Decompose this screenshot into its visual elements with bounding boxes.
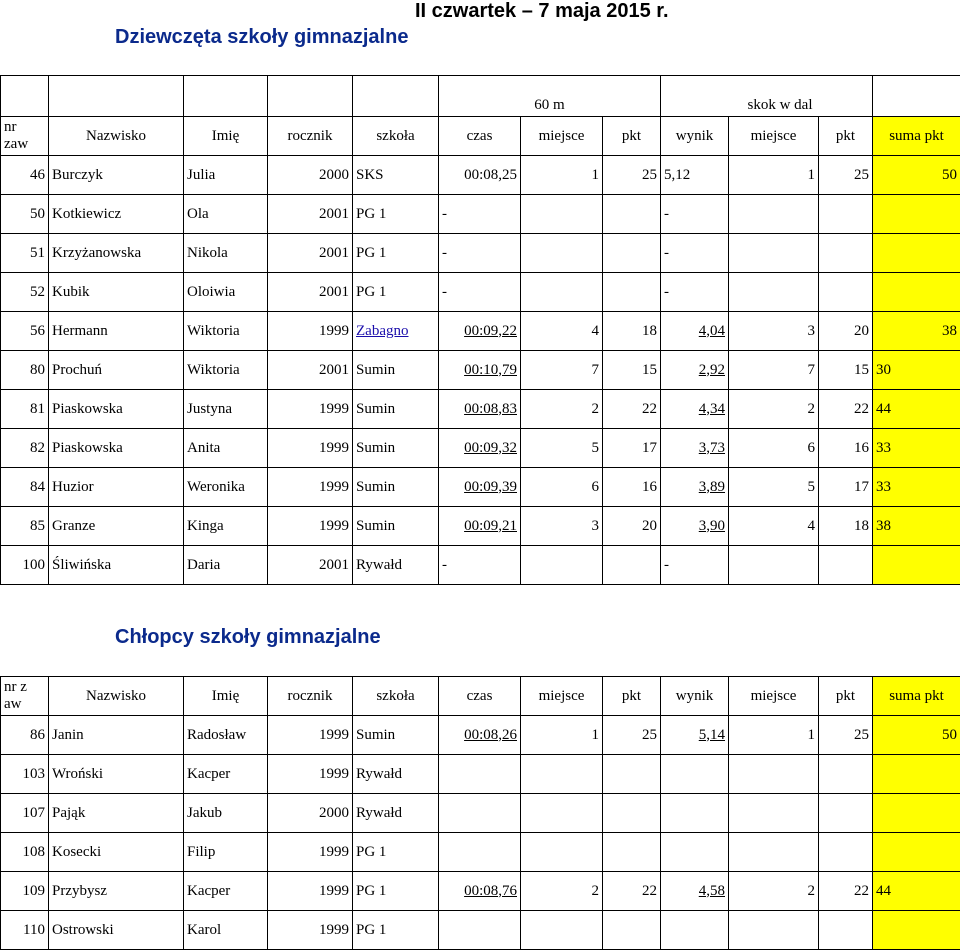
cell-nr: 52 xyxy=(1,273,49,312)
cell-miejsce-60m: 2 xyxy=(521,872,603,911)
cell-rocznik: 2001 xyxy=(268,351,353,390)
blank-cell xyxy=(184,76,268,117)
header-pkt-60m: pkt xyxy=(603,117,661,156)
cell-czas: 00:08,83 xyxy=(439,390,521,429)
header-rocznik: rocznik xyxy=(268,117,353,156)
cell-czas: 00:10,79 xyxy=(439,351,521,390)
cell-szkola: PG 1 xyxy=(353,833,439,872)
event-header-row xyxy=(1,76,960,117)
cell-miejsce-60m xyxy=(521,546,603,585)
cell-suma-pkt xyxy=(873,546,960,585)
cell-imie: Weronika xyxy=(184,468,268,507)
cell-miejsce-skok: 3 xyxy=(729,312,819,351)
header-wynik: wynik xyxy=(661,677,729,716)
cell-pkt-skok xyxy=(819,755,873,794)
cell-nazwisko: Kubik xyxy=(49,273,184,312)
cell-pkt-skok xyxy=(819,546,873,585)
cell-szkola: PG 1 xyxy=(353,911,439,950)
cell-wynik: 4,58 xyxy=(661,872,729,911)
cell-suma-pkt: 33 xyxy=(873,468,960,507)
cell-szkola: Sumin xyxy=(353,468,439,507)
cell-miejsce-skok xyxy=(729,234,819,273)
cell-pkt-60m: 18 xyxy=(603,312,661,351)
table-row xyxy=(1,507,960,546)
cell-pkt-skok: 15 xyxy=(819,351,873,390)
header-suma-pkt: suma pkt xyxy=(873,117,960,156)
cell-rocznik: 1999 xyxy=(268,716,353,755)
cell-imie: Daria xyxy=(184,546,268,585)
cell-czas: 00:09,22 xyxy=(439,312,521,351)
cell-rocznik: 2001 xyxy=(268,234,353,273)
cell-wynik: 5,12 xyxy=(661,156,729,195)
cell-miejsce-60m xyxy=(521,273,603,312)
header-czas: czas xyxy=(439,677,521,716)
cell-szkola: Zabagno xyxy=(353,312,439,351)
cell-nazwisko: Piaskowska xyxy=(49,390,184,429)
header-nr: nr zaw xyxy=(1,117,49,156)
cell-miejsce-60m: 5 xyxy=(521,429,603,468)
cell-rocznik: 1999 xyxy=(268,468,353,507)
cell-miejsce-skok: 5 xyxy=(729,468,819,507)
cell-szkola: Rywałd xyxy=(353,794,439,833)
cell-pkt-60m xyxy=(603,794,661,833)
cell-nazwisko: Ostrowski xyxy=(49,911,184,950)
cell-miejsce-skok xyxy=(729,273,819,312)
cell-nazwisko: Wroński xyxy=(49,755,184,794)
cell-pkt-60m: 17 xyxy=(603,429,661,468)
cell-szkola: Rywałd xyxy=(353,755,439,794)
table-row xyxy=(1,390,960,429)
cell-wynik: 5,14 xyxy=(661,716,729,755)
cell-czas: 00:09,39 xyxy=(439,468,521,507)
cell-suma-pkt: 38 xyxy=(873,312,960,351)
cell-rocznik: 2000 xyxy=(268,156,353,195)
cell-czas xyxy=(439,833,521,872)
header-czas: czas xyxy=(439,117,521,156)
cell-suma-pkt xyxy=(873,273,960,312)
cell-suma-pkt: 30 xyxy=(873,351,960,390)
table-row xyxy=(1,872,960,911)
cell-wynik: 3,90 xyxy=(661,507,729,546)
header-miejsce-skok: miejsce xyxy=(729,677,819,716)
cell-pkt-60m xyxy=(603,755,661,794)
cell-miejsce-60m xyxy=(521,833,603,872)
event-60m-header: 60 m xyxy=(439,76,661,117)
cell-pkt-60m: 15 xyxy=(603,351,661,390)
cell-imie: Nikola xyxy=(184,234,268,273)
cell-pkt-skok: 25 xyxy=(819,156,873,195)
cell-pkt-60m xyxy=(603,195,661,234)
cell-miejsce-skok xyxy=(729,794,819,833)
cell-suma-pkt: 50 xyxy=(873,156,960,195)
cell-wynik xyxy=(661,911,729,950)
cell-suma-pkt: 44 xyxy=(873,390,960,429)
cell-czas: 00:08,76 xyxy=(439,872,521,911)
cell-imie: Kinga xyxy=(184,507,268,546)
cell-nr: 81 xyxy=(1,390,49,429)
table-row xyxy=(1,429,960,468)
cell-miejsce-skok: 2 xyxy=(729,390,819,429)
cell-nazwisko: Janin xyxy=(49,716,184,755)
cell-nr: 51 xyxy=(1,234,49,273)
cell-pkt-60m xyxy=(603,911,661,950)
cell-nazwisko: Granze xyxy=(49,507,184,546)
header-nazwisko: Nazwisko xyxy=(49,677,184,716)
cell-pkt-skok: 25 xyxy=(819,716,873,755)
cell-imie: Filip xyxy=(184,833,268,872)
cell-nr: 85 xyxy=(1,507,49,546)
header-miejsce-60m: miejsce xyxy=(521,117,603,156)
cell-szkola: Sumin xyxy=(353,716,439,755)
header-miejsce-skok: miejsce xyxy=(729,117,819,156)
cell-szkola: PG 1 xyxy=(353,273,439,312)
cell-czas: 00:09,21 xyxy=(439,507,521,546)
cell-rocznik: 1999 xyxy=(268,312,353,351)
cell-miejsce-skok xyxy=(729,833,819,872)
cell-miejsce-60m xyxy=(521,234,603,273)
cell-nr: 80 xyxy=(1,351,49,390)
cell-pkt-skok: 22 xyxy=(819,872,873,911)
cell-wynik: - xyxy=(661,234,729,273)
cell-wynik xyxy=(661,794,729,833)
cell-suma-pkt xyxy=(873,833,960,872)
cell-pkt-skok xyxy=(819,273,873,312)
boys-results-table xyxy=(0,676,960,950)
column-header-row xyxy=(1,677,960,716)
cell-miejsce-60m: 1 xyxy=(521,716,603,755)
cell-wynik xyxy=(661,833,729,872)
header-imie: Imię xyxy=(184,117,268,156)
cell-szkola: SKS xyxy=(353,156,439,195)
blank-cell xyxy=(1,76,49,117)
cell-miejsce-60m: 1 xyxy=(521,156,603,195)
header-nr: nr z aw xyxy=(1,677,49,716)
cell-pkt-60m: 22 xyxy=(603,872,661,911)
cell-suma-pkt xyxy=(873,234,960,273)
cell-suma-pkt: 50 xyxy=(873,716,960,755)
cell-suma-pkt: 33 xyxy=(873,429,960,468)
table-row xyxy=(1,468,960,507)
cell-rocznik: 2001 xyxy=(268,195,353,234)
cell-pkt-skok xyxy=(819,794,873,833)
cell-szkola: PG 1 xyxy=(353,234,439,273)
cell-nr: 103 xyxy=(1,755,49,794)
girls-results-table xyxy=(0,75,960,585)
header-wynik: wynik xyxy=(661,117,729,156)
cell-miejsce-60m xyxy=(521,911,603,950)
cell-suma-pkt: 44 xyxy=(873,872,960,911)
cell-pkt-skok: 17 xyxy=(819,468,873,507)
cell-czas: 00:08,25 xyxy=(439,156,521,195)
cell-nazwisko: Piaskowska xyxy=(49,429,184,468)
cell-pkt-skok xyxy=(819,195,873,234)
cell-pkt-60m xyxy=(603,234,661,273)
cell-miejsce-60m xyxy=(521,794,603,833)
cell-imie: Karol xyxy=(184,911,268,950)
cell-czas: - xyxy=(439,273,521,312)
cell-czas xyxy=(439,911,521,950)
cell-imie: Justyna xyxy=(184,390,268,429)
cell-pkt-skok: 20 xyxy=(819,312,873,351)
cell-miejsce-60m xyxy=(521,195,603,234)
cell-rocznik: 2001 xyxy=(268,546,353,585)
header-nazwisko: Nazwisko xyxy=(49,117,184,156)
cell-pkt-60m: 25 xyxy=(603,716,661,755)
cell-czas: - xyxy=(439,195,521,234)
header-szkola: szkoła xyxy=(353,117,439,156)
header-suma-pkt: suma pkt xyxy=(873,677,960,716)
cell-nr: 46 xyxy=(1,156,49,195)
cell-miejsce-skok: 4 xyxy=(729,507,819,546)
cell-nr: 108 xyxy=(1,833,49,872)
cell-pkt-skok: 16 xyxy=(819,429,873,468)
cell-nazwisko: Krzyżanowska xyxy=(49,234,184,273)
cell-nr: 84 xyxy=(1,468,49,507)
cell-miejsce-skok xyxy=(729,911,819,950)
cell-nazwisko: Śliwińska xyxy=(49,546,184,585)
cell-imie: Wiktoria xyxy=(184,351,268,390)
cell-wynik: 4,34 xyxy=(661,390,729,429)
cell-nazwisko: Burczyk xyxy=(49,156,184,195)
cell-pkt-skok xyxy=(819,234,873,273)
cell-pkt-skok xyxy=(819,833,873,872)
cell-wynik: - xyxy=(661,273,729,312)
column-header-row xyxy=(1,117,960,156)
cell-miejsce-skok: 1 xyxy=(729,716,819,755)
cell-szkola: Sumin xyxy=(353,390,439,429)
cell-suma-pkt xyxy=(873,755,960,794)
header-szkola: szkoła xyxy=(353,677,439,716)
cell-suma-pkt: 38 xyxy=(873,507,960,546)
blank-cell xyxy=(873,76,960,117)
cell-rocznik: 2001 xyxy=(268,273,353,312)
table-row xyxy=(1,546,960,585)
table-row xyxy=(1,833,960,872)
cell-nazwisko: Kotkiewicz xyxy=(49,195,184,234)
cell-wynik: 3,89 xyxy=(661,468,729,507)
cell-miejsce-60m: 2 xyxy=(521,390,603,429)
cell-wynik: 3,73 xyxy=(661,429,729,468)
table-row xyxy=(1,755,960,794)
table-row xyxy=(1,911,960,950)
boys-section-title: Chłopcy szkoły gimnazjalne xyxy=(115,626,381,649)
cell-nr: 82 xyxy=(1,429,49,468)
table-row xyxy=(1,716,960,755)
cell-miejsce-60m: 3 xyxy=(521,507,603,546)
table-row xyxy=(1,273,960,312)
header-pkt-skok: pkt xyxy=(819,117,873,156)
cell-pkt-60m: 16 xyxy=(603,468,661,507)
header-pkt-60m: pkt xyxy=(603,677,661,716)
cell-miejsce-60m xyxy=(521,755,603,794)
cell-imie: Oloiwia xyxy=(184,273,268,312)
cell-rocznik: 1999 xyxy=(268,429,353,468)
cell-nazwisko: Kosecki xyxy=(49,833,184,872)
cell-szkola: Rywałd xyxy=(353,546,439,585)
cell-pkt-60m: 22 xyxy=(603,390,661,429)
cell-szkola: PG 1 xyxy=(353,195,439,234)
cell-miejsce-60m: 4 xyxy=(521,312,603,351)
cell-rocznik: 1999 xyxy=(268,755,353,794)
cell-pkt-60m xyxy=(603,273,661,312)
cell-pkt-skok: 18 xyxy=(819,507,873,546)
cell-szkola: Sumin xyxy=(353,507,439,546)
cell-miejsce-skok: 7 xyxy=(729,351,819,390)
cell-suma-pkt xyxy=(873,911,960,950)
cell-nazwisko: Huzior xyxy=(49,468,184,507)
table-row xyxy=(1,195,960,234)
cell-miejsce-skok: 6 xyxy=(729,429,819,468)
cell-imie: Kacper xyxy=(184,755,268,794)
cell-rocznik: 1999 xyxy=(268,911,353,950)
table-row xyxy=(1,351,960,390)
cell-czas xyxy=(439,794,521,833)
cell-pkt-60m xyxy=(603,833,661,872)
cell-wynik xyxy=(661,755,729,794)
cell-miejsce-skok xyxy=(729,195,819,234)
cell-miejsce-60m: 6 xyxy=(521,468,603,507)
blank-cell xyxy=(49,76,184,117)
cell-czas: 00:08,26 xyxy=(439,716,521,755)
cell-rocznik: 1999 xyxy=(268,390,353,429)
cell-suma-pkt xyxy=(873,195,960,234)
header-rocznik: rocznik xyxy=(268,677,353,716)
cell-pkt-60m: 25 xyxy=(603,156,661,195)
cell-wynik: - xyxy=(661,195,729,234)
cell-rocznik: 1999 xyxy=(268,507,353,546)
cell-pkt-skok: 22 xyxy=(819,390,873,429)
cell-suma-pkt xyxy=(873,794,960,833)
blank-cell xyxy=(353,76,439,117)
cell-miejsce-skok xyxy=(729,755,819,794)
cell-wynik: 4,04 xyxy=(661,312,729,351)
cell-rocznik: 2000 xyxy=(268,794,353,833)
girls-section-title: Dziewczęta szkoły gimnazjalne xyxy=(115,26,408,49)
cell-czas: - xyxy=(439,234,521,273)
cell-nazwisko: Przybysz xyxy=(49,872,184,911)
cell-miejsce-skok: 2 xyxy=(729,872,819,911)
cell-miejsce-skok: 1 xyxy=(729,156,819,195)
cell-miejsce-skok xyxy=(729,546,819,585)
cell-czas xyxy=(439,755,521,794)
cell-nr: 56 xyxy=(1,312,49,351)
cell-rocznik: 1999 xyxy=(268,872,353,911)
cell-imie: Julia xyxy=(184,156,268,195)
cell-pkt-skok xyxy=(819,911,873,950)
table-row xyxy=(1,234,960,273)
header-pkt-skok: pkt xyxy=(819,677,873,716)
table-row xyxy=(1,312,960,351)
cell-nazwisko: Pająk xyxy=(49,794,184,833)
cell-czas: 00:09,32 xyxy=(439,429,521,468)
cell-pkt-60m xyxy=(603,546,661,585)
cell-nr: 107 xyxy=(1,794,49,833)
cell-szkola: PG 1 xyxy=(353,872,439,911)
cell-szkola: Sumin xyxy=(353,429,439,468)
cell-nazwisko: Hermann xyxy=(49,312,184,351)
cell-imie: Wiktoria xyxy=(184,312,268,351)
cell-rocznik: 1999 xyxy=(268,833,353,872)
cell-nr: 50 xyxy=(1,195,49,234)
cell-wynik: 2,92 xyxy=(661,351,729,390)
cell-imie: Kacper xyxy=(184,872,268,911)
cell-szkola: Sumin xyxy=(353,351,439,390)
header-miejsce-60m: miejsce xyxy=(521,677,603,716)
cell-nr: 109 xyxy=(1,872,49,911)
cell-nazwisko: Prochuń xyxy=(49,351,184,390)
header-imie: Imię xyxy=(184,677,268,716)
cell-czas: - xyxy=(439,546,521,585)
cell-imie: Radosław xyxy=(184,716,268,755)
cell-nr: 110 xyxy=(1,911,49,950)
blank-cell xyxy=(268,76,353,117)
table-row xyxy=(1,794,960,833)
event-long-jump-header: skok w dal xyxy=(661,76,873,117)
cell-nr: 100 xyxy=(1,546,49,585)
cell-pkt-60m: 20 xyxy=(603,507,661,546)
cell-wynik: - xyxy=(661,546,729,585)
cell-imie: Anita xyxy=(184,429,268,468)
cell-imie: Jakub xyxy=(184,794,268,833)
page-date-title: II czwartek – 7 maja 2015 r. xyxy=(415,0,669,23)
table-row xyxy=(1,156,960,195)
cell-nr: 86 xyxy=(1,716,49,755)
cell-miejsce-60m: 7 xyxy=(521,351,603,390)
cell-imie: Ola xyxy=(184,195,268,234)
